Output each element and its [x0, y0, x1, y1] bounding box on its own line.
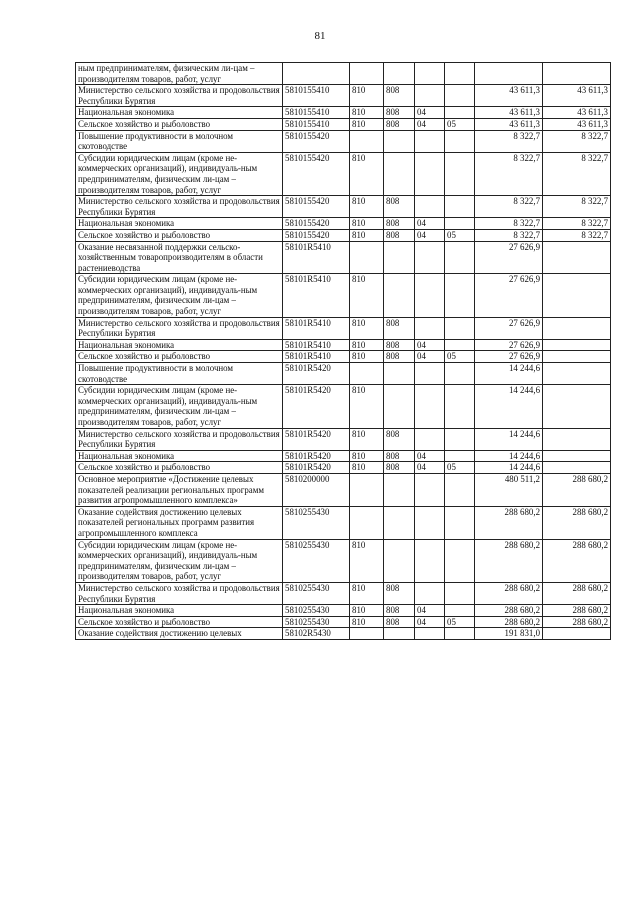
subsection-code-cell: [415, 506, 445, 539]
target-code-cell: 5810155420: [283, 218, 350, 230]
target-code-cell: 5810255430: [283, 582, 350, 604]
expense-type-cell: [445, 85, 475, 107]
table-row: [76, 428, 611, 450]
section-code-cell: 808: [384, 196, 415, 218]
target-code-cell: 5810155420: [283, 130, 350, 152]
subsection-code-cell: [415, 473, 445, 506]
sum-first-cell: 27 626,9: [475, 241, 543, 274]
sum-first-cell: 43 611,3: [475, 107, 543, 119]
row-name-cell: Повышение продуктивности в молочном скотоводстве: [76, 363, 283, 385]
target-code-cell: 5810255430: [283, 605, 350, 617]
sum-first-cell: 14 244,6: [475, 428, 543, 450]
sum-first-cell: 43 611,3: [475, 118, 543, 130]
budget-table: [75, 62, 611, 640]
row-name-cell: Субсидии юридическим лицам (кроме не-коммерческих организаций), индивидуаль-ным предпринимателям, физическим ли-цам – производителям товаров, работ, услуг: [76, 274, 283, 317]
target-code-cell: 5810155410: [283, 107, 350, 119]
ministry-code-cell: 810: [350, 582, 384, 604]
row-name-cell: Сельское хозяйство и рыболовство: [76, 229, 283, 241]
table-row: [76, 462, 611, 474]
subsection-code-cell: [415, 152, 445, 195]
section-code-cell: [384, 539, 415, 582]
ministry-code-cell: 810: [350, 385, 384, 428]
table-row: [76, 274, 611, 317]
section-code-cell: 808: [384, 118, 415, 130]
sum-second-cell: 288 680,2: [543, 616, 611, 628]
sum-second-cell: [543, 339, 611, 351]
section-code-cell: 808: [384, 616, 415, 628]
expense-type-cell: [445, 605, 475, 617]
ministry-code-cell: 810: [350, 196, 384, 218]
ministry-code-cell: [350, 473, 384, 506]
section-code-cell: [384, 63, 415, 85]
section-code-cell: 808: [384, 317, 415, 339]
target-code-cell: 5810255430: [283, 506, 350, 539]
section-code-cell: 808: [384, 218, 415, 230]
section-code-cell: [384, 130, 415, 152]
expense-type-cell: [445, 450, 475, 462]
expense-type-cell: [445, 63, 475, 85]
row-name-cell: Повышение продуктивности в молочном скотоводстве: [76, 130, 283, 152]
row-name-cell: Национальная экономика: [76, 605, 283, 617]
ministry-code-cell: 810: [350, 229, 384, 241]
section-code-cell: 808: [384, 351, 415, 363]
expense-type-cell: 05: [445, 616, 475, 628]
ministry-code-cell: 810: [350, 616, 384, 628]
row-name-cell: Оказание несвязанной поддержки сельско-хозяйственным товаропроизводителям в области растениеводства: [76, 241, 283, 274]
sum-first-cell: 480 511,2: [475, 473, 543, 506]
table-row: [76, 473, 611, 506]
row-name-cell: Сельское хозяйство и рыболовство: [76, 616, 283, 628]
sum-first-cell: 27 626,9: [475, 339, 543, 351]
target-code-cell: 58101R5420: [283, 385, 350, 428]
section-code-cell: 808: [384, 605, 415, 617]
expense-type-cell: 05: [445, 118, 475, 130]
target-code-cell: 58101R5410: [283, 317, 350, 339]
expense-type-cell: [445, 363, 475, 385]
expense-type-cell: [445, 473, 475, 506]
ministry-code-cell: [350, 130, 384, 152]
ministry-code-cell: [350, 241, 384, 274]
subsection-code-cell: [415, 428, 445, 450]
ministry-code-cell: 810: [350, 274, 384, 317]
sum-second-cell: [543, 63, 611, 85]
expense-type-cell: [445, 582, 475, 604]
ministry-code-cell: 810: [350, 218, 384, 230]
sum-second-cell: 288 680,2: [543, 582, 611, 604]
table-row: [76, 628, 611, 640]
sum-first-cell: 191 831,0: [475, 628, 543, 640]
table-row: [76, 152, 611, 195]
sum-first-cell: 8 322,7: [475, 196, 543, 218]
sum-second-cell: 8 322,7: [543, 229, 611, 241]
sum-second-cell: 8 322,7: [543, 218, 611, 230]
table-row: [76, 317, 611, 339]
ministry-code-cell: [350, 63, 384, 85]
ministry-code-cell: 810: [350, 85, 384, 107]
subsection-code-cell: [415, 363, 445, 385]
ministry-code-cell: 810: [350, 118, 384, 130]
subsection-code-cell: [415, 85, 445, 107]
sum-first-cell: 27 626,9: [475, 351, 543, 363]
sum-second-cell: 8 322,7: [543, 152, 611, 195]
expense-type-cell: [445, 385, 475, 428]
expense-type-cell: [445, 196, 475, 218]
expense-type-cell: [445, 241, 475, 274]
table-row: [76, 450, 611, 462]
ministry-code-cell: 810: [350, 339, 384, 351]
sum-second-cell: 43 611,3: [543, 118, 611, 130]
target-code-cell: 5810155420: [283, 229, 350, 241]
row-name-cell: Сельское хозяйство и рыболовство: [76, 118, 283, 130]
expense-type-cell: [445, 628, 475, 640]
sum-first-cell: 288 680,2: [475, 605, 543, 617]
expense-type-cell: [445, 274, 475, 317]
table-row: [76, 107, 611, 119]
expense-type-cell: [445, 317, 475, 339]
row-name-cell: Министерство сельского хозяйства и продовольствия Республики Бурятия: [76, 428, 283, 450]
ministry-code-cell: 810: [350, 462, 384, 474]
target-code-cell: 58101R5420: [283, 450, 350, 462]
table-row: [76, 616, 611, 628]
section-code-cell: [384, 152, 415, 195]
row-name-cell: Субсидии юридическим лицам (кроме не-коммерческих организаций), индивидуаль-ным предпринимателям, физическим ли-цам – производителям товаров, работ, услуг: [76, 385, 283, 428]
section-code-cell: 808: [384, 428, 415, 450]
subsection-code-cell: 04: [415, 218, 445, 230]
sum-first-cell: 288 680,2: [475, 582, 543, 604]
row-name-cell: Национальная экономика: [76, 107, 283, 119]
section-code-cell: 808: [384, 462, 415, 474]
ministry-code-cell: 810: [350, 107, 384, 119]
subsection-code-cell: [415, 196, 445, 218]
expense-type-cell: 05: [445, 462, 475, 474]
sum-second-cell: [543, 274, 611, 317]
target-code-cell: 58101R5410: [283, 339, 350, 351]
target-code-cell: 5810200000: [283, 473, 350, 506]
expense-type-cell: [445, 428, 475, 450]
sum-first-cell: 288 680,2: [475, 539, 543, 582]
section-code-cell: [384, 628, 415, 640]
sum-first-cell: 288 680,2: [475, 506, 543, 539]
expense-type-cell: 05: [445, 351, 475, 363]
target-code-cell: 58101R5410: [283, 241, 350, 274]
sum-second-cell: 288 680,2: [543, 473, 611, 506]
row-name-cell: Национальная экономика: [76, 450, 283, 462]
table-row: [76, 351, 611, 363]
target-code-cell: 58102R5430: [283, 628, 350, 640]
subsection-code-cell: [415, 130, 445, 152]
sum-second-cell: [543, 241, 611, 274]
expense-type-cell: [445, 152, 475, 195]
table-row: [76, 385, 611, 428]
subsection-code-cell: 04: [415, 351, 445, 363]
ministry-code-cell: [350, 506, 384, 539]
section-code-cell: 808: [384, 229, 415, 241]
table-row: [76, 339, 611, 351]
row-name-cell: Оказание содействия достижению целевых показателей региональных программ развития агропромышленного комплекса: [76, 506, 283, 539]
target-code-cell: 5810255430: [283, 539, 350, 582]
target-code-cell: 58101R5410: [283, 274, 350, 317]
sum-second-cell: 8 322,7: [543, 196, 611, 218]
ministry-code-cell: 810: [350, 317, 384, 339]
target-code-cell: 58101R5420: [283, 363, 350, 385]
row-name-cell: Сельское хозяйство и рыболовство: [76, 351, 283, 363]
table-row: [76, 229, 611, 241]
sum-second-cell: 43 611,3: [543, 107, 611, 119]
row-name-cell: Сельское хозяйство и рыболовство: [76, 462, 283, 474]
expense-type-cell: [445, 107, 475, 119]
row-name-cell: ным предпринимателям, физическим ли-цам – производителям товаров, работ, услуг: [76, 63, 283, 85]
section-code-cell: [384, 363, 415, 385]
ministry-code-cell: 810: [350, 539, 384, 582]
subsection-code-cell: [415, 317, 445, 339]
budget-table-body: [76, 63, 611, 640]
row-name-cell: Министерство сельского хозяйства и продовольствия Республики Бурятия: [76, 85, 283, 107]
section-code-cell: [384, 385, 415, 428]
target-code-cell: 5810255430: [283, 616, 350, 628]
expense-type-cell: 05: [445, 229, 475, 241]
expense-type-cell: [445, 339, 475, 351]
row-name-cell: Оказание содействия достижению целевых: [76, 628, 283, 640]
sum-second-cell: [543, 428, 611, 450]
sum-second-cell: [543, 351, 611, 363]
target-code-cell: 5810155410: [283, 85, 350, 107]
section-code-cell: [384, 241, 415, 274]
expense-type-cell: [445, 218, 475, 230]
sum-first-cell: 27 626,9: [475, 317, 543, 339]
table-row: [76, 118, 611, 130]
expense-type-cell: [445, 130, 475, 152]
section-code-cell: 808: [384, 582, 415, 604]
sum-first-cell: [475, 63, 543, 85]
table-row: [76, 506, 611, 539]
ministry-code-cell: 810: [350, 351, 384, 363]
row-name-cell: Субсидии юридическим лицам (кроме не-коммерческих организаций), индивидуаль-ным предпринимателям, физическим ли-цам – производителям товаров, работ, услуг: [76, 152, 283, 195]
ministry-code-cell: 810: [350, 605, 384, 617]
subsection-code-cell: 04: [415, 229, 445, 241]
table-row: [76, 605, 611, 617]
table-row: [76, 130, 611, 152]
sum-first-cell: 8 322,7: [475, 152, 543, 195]
subsection-code-cell: 04: [415, 616, 445, 628]
row-name-cell: Министерство сельского хозяйства и продовольствия Республики Бурятия: [76, 196, 283, 218]
target-code-cell: 5810155420: [283, 196, 350, 218]
section-code-cell: [384, 506, 415, 539]
target-code-cell: [283, 63, 350, 85]
sum-first-cell: 27 626,9: [475, 274, 543, 317]
section-code-cell: 808: [384, 339, 415, 351]
subsection-code-cell: 04: [415, 605, 445, 617]
section-code-cell: [384, 473, 415, 506]
sum-second-cell: [543, 462, 611, 474]
sum-second-cell: [543, 363, 611, 385]
row-name-cell: Национальная экономика: [76, 339, 283, 351]
sum-first-cell: 14 244,6: [475, 363, 543, 385]
target-code-cell: 5810155410: [283, 118, 350, 130]
table-row: [76, 363, 611, 385]
sum-second-cell: 288 680,2: [543, 539, 611, 582]
target-code-cell: 58101R5420: [283, 428, 350, 450]
section-code-cell: [384, 274, 415, 317]
sum-second-cell: [543, 317, 611, 339]
sum-first-cell: 8 322,7: [475, 218, 543, 230]
sum-first-cell: 14 244,6: [475, 462, 543, 474]
target-code-cell: 58101R5420: [283, 462, 350, 474]
expense-type-cell: [445, 539, 475, 582]
subsection-code-cell: [415, 539, 445, 582]
subsection-code-cell: 04: [415, 118, 445, 130]
sum-first-cell: 43 611,3: [475, 85, 543, 107]
subsection-code-cell: 04: [415, 462, 445, 474]
sum-first-cell: 14 244,6: [475, 385, 543, 428]
row-name-cell: Основное мероприятие «Достижение целевых показателей реализации региональных программ развития агропромышленного комплекса»: [76, 473, 283, 506]
target-code-cell: 58101R5410: [283, 351, 350, 363]
sum-first-cell: 8 322,7: [475, 130, 543, 152]
sum-first-cell: 14 244,6: [475, 450, 543, 462]
sum-second-cell: 288 680,2: [543, 605, 611, 617]
subsection-code-cell: [415, 63, 445, 85]
row-name-cell: Министерство сельского хозяйства и продовольствия Республики Бурятия: [76, 582, 283, 604]
subsection-code-cell: [415, 241, 445, 274]
subsection-code-cell: 04: [415, 339, 445, 351]
sum-second-cell: 288 680,2: [543, 506, 611, 539]
row-name-cell: Министерство сельского хозяйства и продовольствия Республики Бурятия: [76, 317, 283, 339]
table-row: [76, 218, 611, 230]
target-code-cell: 5810155420: [283, 152, 350, 195]
sum-second-cell: [543, 450, 611, 462]
table-row: [76, 539, 611, 582]
ministry-code-cell: 810: [350, 152, 384, 195]
row-name-cell: Национальная экономика: [76, 218, 283, 230]
expense-type-cell: [445, 506, 475, 539]
subsection-code-cell: [415, 628, 445, 640]
sum-first-cell: 8 322,7: [475, 229, 543, 241]
subsection-code-cell: [415, 385, 445, 428]
section-code-cell: 808: [384, 107, 415, 119]
ministry-code-cell: [350, 628, 384, 640]
table-row: [76, 582, 611, 604]
subsection-code-cell: 04: [415, 450, 445, 462]
table-row: [76, 196, 611, 218]
subsection-code-cell: 04: [415, 107, 445, 119]
ministry-code-cell: 810: [350, 428, 384, 450]
ministry-code-cell: 810: [350, 450, 384, 462]
row-name-cell: Субсидии юридическим лицам (кроме не-коммерческих организаций), индивидуаль-ным предпринимателям, физическим ли-цам – производителям товаров, работ, услуг: [76, 539, 283, 582]
section-code-cell: 808: [384, 85, 415, 107]
table-row: [76, 85, 611, 107]
sum-second-cell: 8 322,7: [543, 130, 611, 152]
sum-second-cell: [543, 628, 611, 640]
subsection-code-cell: [415, 274, 445, 317]
table-row: [76, 63, 611, 85]
page-number: 81: [314, 30, 326, 42]
sum-first-cell: 288 680,2: [475, 616, 543, 628]
table-row: [76, 241, 611, 274]
ministry-code-cell: [350, 363, 384, 385]
sum-second-cell: 43 611,3: [543, 85, 611, 107]
subsection-code-cell: [415, 582, 445, 604]
sum-second-cell: [543, 385, 611, 428]
section-code-cell: 808: [384, 450, 415, 462]
